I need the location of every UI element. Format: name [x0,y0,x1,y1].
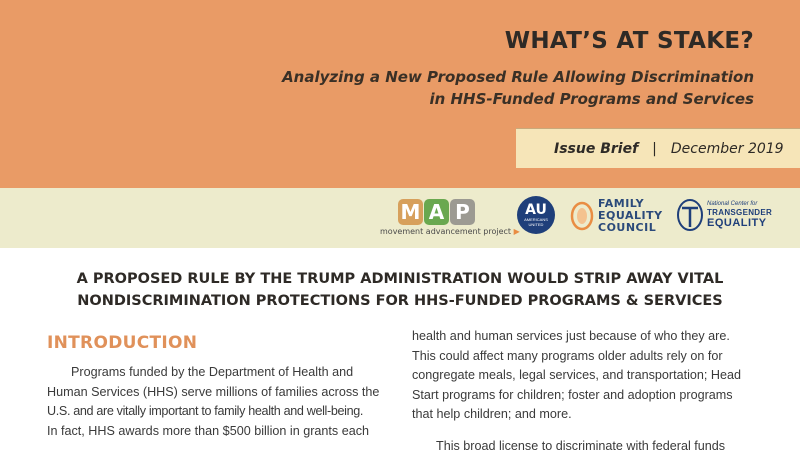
paragraph-line: Programs funded by the Department of Health and [47,363,387,383]
au-text-line: UNITED [529,222,544,227]
paragraph-line: This could affect many programs older adults rely on for [412,347,754,367]
fec-line: EQUALITY [598,210,663,222]
section-heading: INTRODUCTION [47,333,197,353]
au-mark: AU [525,203,547,217]
ncte-text [707,201,772,229]
paragraph-line: This broad license to discriminate with federal funds [412,437,754,456]
paragraph-line: U.S. and are vitally important to family health and well-being. [47,402,387,422]
left-column [47,363,387,441]
headline-line: NONDISCRIMINATION PROTECTIONS FOR HHS-FUNDED PROGRAMS & SERVICES [20,290,780,312]
page-title: WHAT’S AT STAKE? [505,28,754,54]
right-column [412,327,754,456]
family-equality-icon [570,201,594,231]
map-caption-text: movement advancement project [380,227,511,236]
au-text-line: AMERICANS [524,217,548,222]
arrow-icon: ▶ [514,227,520,236]
au-logo [517,196,555,234]
paragraph-line: In fact, HHS awards more than $500 billion in grants each [47,422,387,442]
paragraph-line: Start programs for children; foster and adoption programs [412,386,754,406]
fec-line: COUNCIL [598,222,663,234]
paragraph-line: congregate meals, legal services, and transportation; Head [412,366,754,386]
map-letter-p: P [450,199,475,225]
subtitle-line: in HHS-Funded Programs and Services [274,88,754,110]
page-subtitle [274,66,754,110]
map-letter-a: A [424,199,449,225]
fec-line: FAMILY [598,198,663,210]
issue-tab [516,128,800,168]
fec-text [598,198,663,234]
ncte-logo [676,196,772,234]
fec-logo [570,197,663,235]
ncte-big-line: EQUALITY [707,217,772,229]
issue-date: December 2019 [671,141,784,157]
ncte-mid-line: TRANSGENDER [707,208,772,217]
ncte-t-icon [676,198,704,232]
map-caption [380,227,498,236]
paragraph-line: that help children; and more. [412,405,754,425]
paragraph-line: Human Services (HHS) serve millions of families across the [47,383,387,403]
issue-separator: | [652,141,657,157]
issue-type: Issue Brief [554,141,638,157]
map-letters [398,199,475,225]
map-letter-m: M [398,199,423,225]
map-logo [380,199,498,239]
paragraph-line: health and human services just because of who they are. [412,327,754,347]
headline [20,268,780,312]
ncte-small-line: National Center for [707,201,772,208]
headline-line: A PROPOSED RULE BY THE TRUMP ADMINISTRATION WOULD STRIP AWAY VITAL [20,268,780,290]
subtitle-line: Analyzing a New Proposed Rule Allowing Discrimination [274,66,754,88]
